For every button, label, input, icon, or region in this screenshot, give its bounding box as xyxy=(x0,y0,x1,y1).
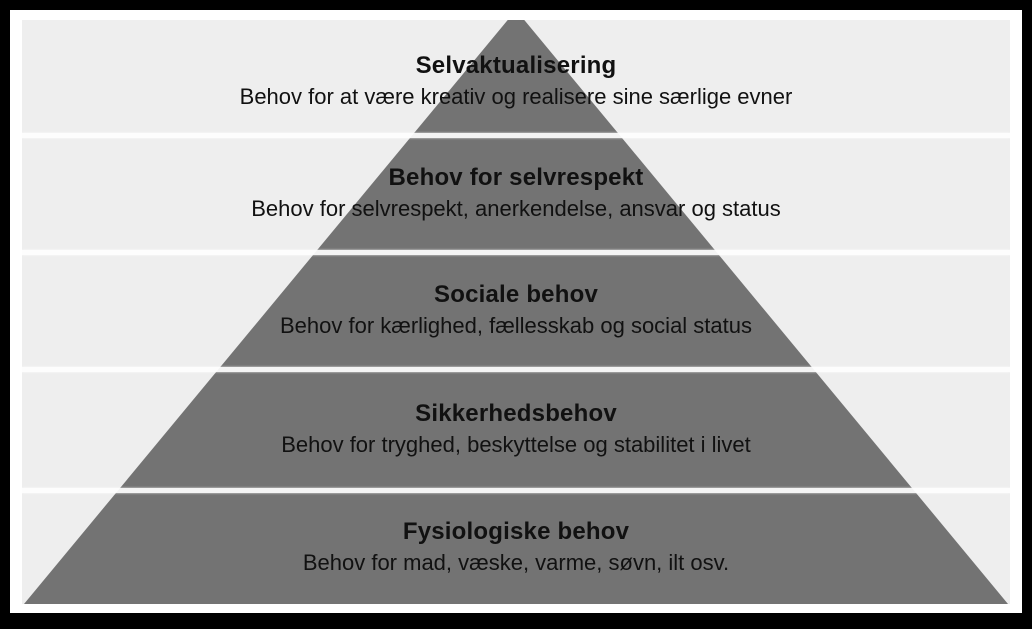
level-description: Behov for kærlighed, fællesskab og social status xyxy=(279,313,752,339)
pyramid-level-sociale-behov xyxy=(22,252,1010,369)
level-description: Behov for selvrespekt, anerkendelse, ansvar og status xyxy=(251,196,781,222)
pyramid-level-sikkerhedsbehov xyxy=(22,369,1010,490)
level-description: Behov for mad, væske, varme, søvn, ilt osv. xyxy=(302,549,730,575)
level-title: Behov for selvrespekt xyxy=(388,164,644,192)
pyramid-level-selvrespekt xyxy=(22,135,1010,252)
level-title: Fysiologiske behov xyxy=(402,517,630,545)
level-description: Behov for tryghed, beskyttelse og stabilitet i livet xyxy=(281,432,751,458)
pyramid-level-selvaktualisering xyxy=(22,20,1010,135)
level-title: Sikkerhedsbehov xyxy=(415,400,617,428)
pyramid-panel xyxy=(22,20,1010,604)
level-description: Behov for at være kreativ og realisere sine særlige evner xyxy=(239,84,793,110)
level-title: Selvaktualisering xyxy=(415,52,617,80)
pyramid-level-fysiologiske-behov xyxy=(22,490,1010,604)
level-title: Sociale behov xyxy=(434,281,598,309)
image-frame xyxy=(10,10,1022,613)
